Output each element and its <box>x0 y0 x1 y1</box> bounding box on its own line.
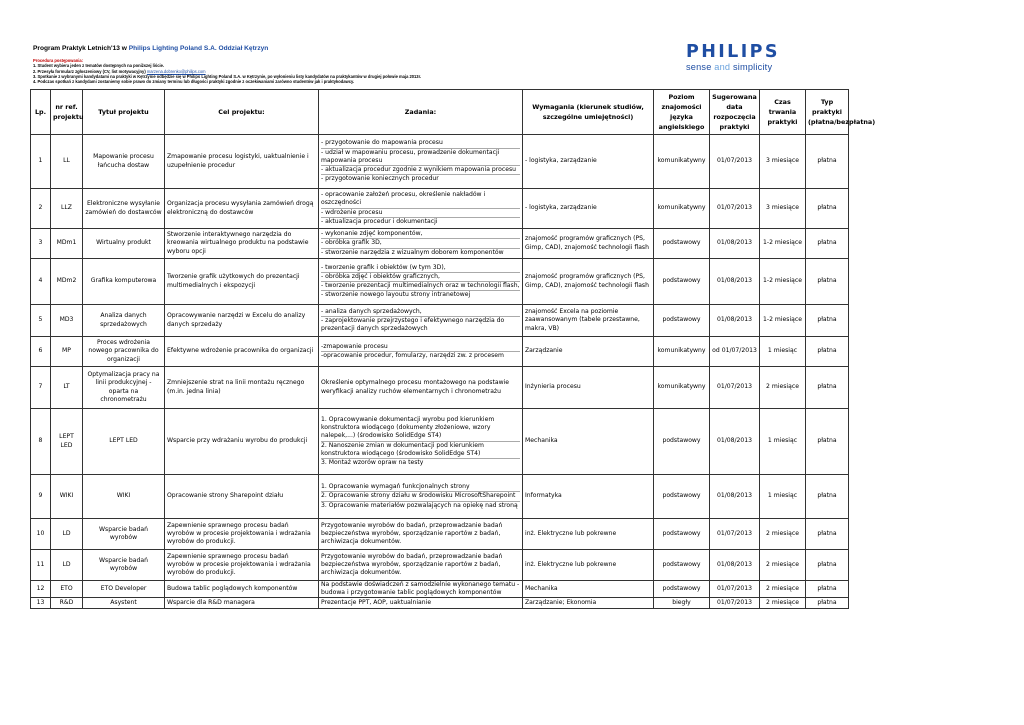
task-line: - przygotowanie koniecznych procedur <box>321 174 520 183</box>
cell-requirements: znajomość Excela na poziomie zaawansowanym (tabele przestawne, makra, VB) <box>523 305 654 337</box>
cell-goal: Opracowywanie narzędzi w Excelu do analizy danych sprzedaży <box>165 305 319 337</box>
cell-type: płatna <box>806 189 849 229</box>
cell-start-date: 01/08/2013 <box>710 550 760 581</box>
cell-ref: LEPT LED <box>51 409 83 475</box>
table-row <box>31 189 849 229</box>
table-row <box>31 598 849 609</box>
cell-tasks <box>319 189 523 229</box>
task-line: Przygotowanie wyrobów do badań, przeprowadzanie badań bezpieczeństwa wyrobów, sporządzanie raportów z badań, archiwizacja dokumentów. <box>321 552 503 577</box>
cell-ref: R&D <box>51 598 83 609</box>
cell-goal: Budowa tablic poglądowych komponentów <box>165 581 319 598</box>
cell-requirements: znajomość programów graficznych (PS, Gimp, CAD), znajomość technologii flash <box>523 229 654 259</box>
cell-title: WIKI <box>83 475 165 519</box>
cell-tasks <box>319 229 523 259</box>
cell-ref: LD <box>51 550 83 581</box>
cell-lp: 10 <box>31 519 51 550</box>
cell-lp: 1 <box>31 135 51 189</box>
task-line: 1. Opracowanie wymagań funkcjonalnych strony <box>321 483 470 491</box>
task-line: - wdrożenie procesu <box>321 208 520 217</box>
task-line: - stworzenie nowego layoutu strony intranetowej <box>321 290 520 299</box>
procedure-step-3: 3. Spotkanie z wybranymi kandydatami na praktyki w Kętrzynie odbędzie się w Philips Lighting Poland S.A. w Kętrzynie, po wyłonieniu listy kandydatów na praktykantów w drugiej połowie maja 2013r. <box>33 73 422 79</box>
cell-english-level: podstawowy <box>654 409 710 475</box>
task-line: 3. Opracowanie materiałów pozwalających na opiekę nad stroną <box>321 501 520 510</box>
cell-ref: LT <box>51 367 83 409</box>
title-prefix: Program Praktyk Letnich'13 w <box>33 45 129 52</box>
cell-lp: 6 <box>31 337 51 367</box>
header-ref: nr ref. projektu <box>51 90 83 135</box>
cell-requirements: Informatyka <box>523 475 654 519</box>
cell-requirements: Zarządzanie; Ekonomia <box>523 598 654 609</box>
cell-type: płatna <box>806 305 849 337</box>
task-line: -opracowanie procedur, fomularzy, narzędzi zw. z procesem <box>321 351 520 360</box>
task-line: - zaprojektowanie przejrzystego i efektywnego narzędzia do prezentacji danych sprzedażowych <box>321 316 520 333</box>
logo-tag-simplicity: simplicity <box>730 62 773 72</box>
cell-goal: Efektywne wdrożenie pracownika do organizacji <box>165 337 319 367</box>
cell-requirements: Mechanika <box>523 581 654 598</box>
task-line: - stworzenie narzędzia z wizualnym doborem komponentów <box>321 248 520 257</box>
table-row <box>31 259 849 305</box>
cell-goal: Tworzenie grafik użytkowych do prezentacji multimedialnych i ekspozycji <box>165 259 319 305</box>
cell-english-level: podstawowy <box>654 475 710 519</box>
table-row <box>31 475 849 519</box>
cell-duration: 2 miesiące <box>760 519 806 550</box>
cell-duration: 3 miesiące <box>760 189 806 229</box>
cell-start-date: od 01/07/2013 <box>710 337 760 367</box>
cell-title: Wirtualny produkt <box>83 229 165 259</box>
cell-tasks <box>319 550 523 581</box>
cell-type: płatna <box>806 367 849 409</box>
task-line: Na podstawie doświadczeń z samodzielnie wykonanego tematu - budowa i przygotowanie tablic poglądowych komponentów <box>321 581 520 597</box>
table-row <box>31 550 849 581</box>
header-goal: Cel projektu: <box>165 90 319 135</box>
cell-ref: MP <box>51 337 83 367</box>
cell-title: Asystent <box>83 598 165 609</box>
cell-title: Proces wdrożenia nowego pracownika do organizacji <box>83 337 165 367</box>
cell-start-date: 01/08/2013 <box>710 305 760 337</box>
philips-logo <box>686 43 806 72</box>
header-tasks: Zadania: <box>319 90 523 135</box>
cell-type: płatna <box>806 519 849 550</box>
cell-requirements: Inżynieria procesu <box>523 367 654 409</box>
cell-lp: 5 <box>31 305 51 337</box>
cell-lp: 9 <box>31 475 51 519</box>
cell-ref: MD3 <box>51 305 83 337</box>
cell-type: płatna <box>806 598 849 609</box>
cell-lp: 11 <box>31 550 51 581</box>
task-line: Określenie optymalnego procesu montażowego na podstawie weryfikacji analizy ruchów elementarnych i chronometrażu <box>321 379 510 395</box>
table-row <box>31 305 849 337</box>
cell-tasks <box>319 305 523 337</box>
table-row <box>31 337 849 367</box>
task-line: -zmapowanie procesu <box>321 342 388 350</box>
task-line: - tworzenie prezentacji multimedialnych oraz w technologii flash, <box>321 282 520 289</box>
cell-title: Wsparcie badań wyrobów <box>83 550 165 581</box>
cell-type: płatna <box>806 135 849 189</box>
cell-start-date: 01/07/2013 <box>710 581 760 598</box>
table-row <box>31 581 849 598</box>
task-line: - obróbka zdjęć i obiektów graficznych, <box>321 272 520 281</box>
header-requirements: Wymagania (kierunek studiów, szczególne umiejętności) <box>523 90 654 135</box>
cell-type: płatna <box>806 550 849 581</box>
cell-english-level: komunikatywny <box>654 337 710 367</box>
cell-tasks <box>319 475 523 519</box>
table-row <box>31 135 849 189</box>
cell-title: Grafika komputerowa <box>83 259 165 305</box>
header-lp: Lp. <box>31 90 51 135</box>
table-body <box>31 135 849 609</box>
cell-goal: Stworzenie interaktywnego narzędzia do kreowania wirtualnego produktu na podstawie wyboru opcji <box>165 229 319 259</box>
task-line: - obróbka grafik 3D, <box>321 238 520 247</box>
cell-title: Mapowanie procesu łańcucha dostaw <box>83 135 165 189</box>
cell-type: płatna <box>806 229 849 259</box>
cell-goal: Opracowanie strony Sharepoint działu <box>165 475 319 519</box>
task-line: - udział w mapowaniu procesu, prowadzenie dokumentacji mapowania procesu <box>321 148 520 165</box>
cell-start-date: 01/07/2013 <box>710 135 760 189</box>
task-line: 2. Nanoszenie zmian w dokumentacji pod kierunkiem konstruktora wiodącego (środowisko SolidEdge ST4) <box>321 441 520 458</box>
task-line: - wykonanie zdjęć komponentów, <box>321 230 423 238</box>
cell-goal: Zmniejszenie strat na linii montażu ręcznego (m.in. jedna linia) <box>165 367 319 409</box>
cell-requirements: Zarządzanie <box>523 337 654 367</box>
task-line: - przygotowanie do mapowania procesu <box>321 139 443 147</box>
cell-duration: 1 miesiąc <box>760 337 806 367</box>
header-start-date: Sugerowana data rozpoczęcia praktyki <box>710 90 760 135</box>
task-line: Przygotowanie wyrobów do badań, przeprowadzanie badań bezpieczeństwa wyrobów, sporządzanie raportów z badań, archiwizacja dokumentów. <box>321 521 503 546</box>
cell-title: Optymalizacja pracy na linii produkcyjnej - oparta na chronometrażu <box>83 367 165 409</box>
task-line: 2. Opracowanie strony działu w środowisku MicrosoftSharepoint <box>321 491 520 500</box>
cell-requirements: Mechanika <box>523 409 654 475</box>
cell-lp: 13 <box>31 598 51 609</box>
cell-type: płatna <box>806 259 849 305</box>
cell-tasks <box>319 135 523 189</box>
logo-wordmark: PHILIPS <box>686 42 780 62</box>
cell-type: płatna <box>806 409 849 475</box>
cell-goal: Zapewnienie sprawnego procesu badań wyrobów w procesie projektowania i wdrażania wyrobów do produkcji. <box>165 550 319 581</box>
table-row <box>31 409 849 475</box>
cell-english-level: komunikatywny <box>654 135 710 189</box>
cell-lp: 8 <box>31 409 51 475</box>
cell-duration: 1-2 miesiące <box>760 305 806 337</box>
cell-start-date: 01/08/2013 <box>710 409 760 475</box>
cell-requirements: inż. Elektryczne lub pokrewne <box>523 519 654 550</box>
header-title: Tytuł projektu <box>83 90 165 135</box>
cell-english-level: biegły <box>654 598 710 609</box>
cell-goal: Wsparcie przy wdrażaniu wyrobu do produkcji <box>165 409 319 475</box>
task-line: Prezentacje PPT, AOP, uaktualnianie <box>321 599 432 607</box>
cell-lp: 12 <box>31 581 51 598</box>
task-line: - aktualizacja procedur i dokumentacji <box>321 217 520 226</box>
cell-lp: 7 <box>31 367 51 409</box>
cell-lp: 4 <box>31 259 51 305</box>
task-line: - tworzenie grafik i obiektów (w tym 3D), <box>321 263 446 271</box>
cell-requirements: znajomość programów graficznych (PS, Gimp, CAD), znajomość technologii flash <box>523 259 654 305</box>
cell-ref: WIKI <box>51 475 83 519</box>
cell-requirements: inż. Elektryczne lub pokrewne <box>523 550 654 581</box>
contact-email-link[interactable]: marzena.dobrenko@philips.com <box>146 68 206 74</box>
document-title <box>33 45 268 52</box>
cell-duration: 2 miesiące <box>760 367 806 409</box>
cell-ref: MDm2 <box>51 259 83 305</box>
cell-requirements: - logistyka, zarządzanie <box>523 189 654 229</box>
task-line: 1. Opracowywanie dokumentacji wyrobu pod kierunkiem konstruktora wiodącego (dokumenty złożeniowe, wzory nalepek,...) (środowisko SolidEdge ST4) <box>321 415 495 440</box>
cell-start-date: 01/07/2013 <box>710 367 760 409</box>
cell-tasks <box>319 337 523 367</box>
logo-tag-sense: sense <box>686 62 715 72</box>
cell-start-date: 01/08/2013 <box>710 259 760 305</box>
cell-start-date: 01/07/2013 <box>710 519 760 550</box>
cell-goal: Zapewnienie sprawnego procesu badań wyrobów w procesie projektowania i wdrażania wyrobów do produkcji. <box>165 519 319 550</box>
cell-lp: 2 <box>31 189 51 229</box>
internship-table <box>30 89 876 609</box>
task-line: - aktualizacja procedur zgodnie z wynikiem mapowania procesu <box>321 165 520 174</box>
cell-title: Analiza danych sprzedażowych <box>83 305 165 337</box>
header-type: Typ praktyki (płatna/bezpłatna) <box>806 90 849 135</box>
cell-english-level: komunikatywny <box>654 189 710 229</box>
cell-requirements: - logistyka, zarządzanie <box>523 135 654 189</box>
cell-tasks <box>319 581 523 598</box>
cell-start-date: 01/07/2013 <box>710 189 760 229</box>
task-line: - analiza danych sprzedażowych, <box>321 307 422 315</box>
cell-ref: MDm1 <box>51 229 83 259</box>
table-row <box>31 519 849 550</box>
cell-goal: Organizacja procesu wysyłania zamówień drogą elektroniczną do dostawców <box>165 189 319 229</box>
header-english-level: Poziom znajomości języka angielskiego <box>654 90 710 135</box>
cell-tasks <box>319 519 523 550</box>
cell-title: Elektroniczne wysyłanie zamówień do dostawców <box>83 189 165 229</box>
cell-duration: 3 miesiące <box>760 135 806 189</box>
cell-duration: 2 miesiące <box>760 598 806 609</box>
task-line: 3. Montaż wzorów opraw na testy <box>321 458 520 467</box>
cell-title: LEPT LED <box>83 409 165 475</box>
procedure-step-1: 1. Student wybiera jeden z tematów dostępnych na poniższej liście. <box>33 63 165 69</box>
cell-english-level: podstawowy <box>654 229 710 259</box>
procedure-step-2-text: 2. Przesyła formularz zgłoszeniowy (CV, list motywacyjny) <box>33 68 147 74</box>
cell-english-level: podstawowy <box>654 550 710 581</box>
cell-duration: 1-2 miesiące <box>760 229 806 259</box>
cell-title: Wsparcie badań wyrobów <box>83 519 165 550</box>
cell-duration: 1 miesiąc <box>760 409 806 475</box>
procedure-heading: Procedura postępowania: <box>33 58 84 63</box>
cell-lp: 3 <box>31 229 51 259</box>
cell-duration: 2 miesiące <box>760 550 806 581</box>
cell-tasks <box>319 409 523 475</box>
table-row <box>31 229 849 259</box>
cell-english-level: podstawowy <box>654 305 710 337</box>
cell-tasks <box>319 598 523 609</box>
cell-ref: LLZ <box>51 189 83 229</box>
cell-duration: 2 miesiące <box>760 581 806 598</box>
cell-type: płatna <box>806 475 849 519</box>
cell-goal: Wsparcie dla R&D managera <box>165 598 319 609</box>
cell-english-level: komunikatywny <box>654 367 710 409</box>
logo-tag-and: and <box>714 62 731 72</box>
cell-start-date: 01/08/2013 <box>710 475 760 519</box>
cell-ref: LL <box>51 135 83 189</box>
task-line: - opracowanie założeń procesu, określenie nakładów i oszczędności <box>321 191 486 207</box>
title-company: Philips Lighting Poland S.A. Oddział Kętrzyn <box>128 45 269 52</box>
table-row <box>31 367 849 409</box>
table-header-row <box>31 90 849 135</box>
cell-english-level: podstawowy <box>654 519 710 550</box>
cell-tasks <box>319 259 523 305</box>
cell-title: ETO Developer <box>83 581 165 598</box>
cell-goal: Zmapowanie procesu logistyki, uaktualnienie i uzupełnienie procedur <box>165 135 319 189</box>
header-duration: Czas trwania praktyki <box>760 90 806 135</box>
cell-type: płatna <box>806 581 849 598</box>
cell-start-date: 01/07/2013 <box>710 598 760 609</box>
cell-type: płatna <box>806 337 849 367</box>
cell-duration: 1 miesiąc <box>760 475 806 519</box>
procedure-step-4: 4. Podczas spotkań z kandydami zostaniemy sobie prawo do zmiany terminu lub długości praktyki zgodnie z oczekiwaniami zarówno studentów jak i praktykodawcy. <box>33 79 355 85</box>
logo-tagline <box>686 62 806 72</box>
cell-ref: LD <box>51 519 83 550</box>
cell-english-level: podstawowy <box>654 259 710 305</box>
cell-ref: ETO <box>51 581 83 598</box>
cell-tasks <box>319 367 523 409</box>
cell-english-level: podstawowy <box>654 581 710 598</box>
cell-start-date: 01/08/2013 <box>710 229 760 259</box>
procedure-block <box>33 58 421 84</box>
cell-duration: 1-2 miesiące <box>760 259 806 305</box>
